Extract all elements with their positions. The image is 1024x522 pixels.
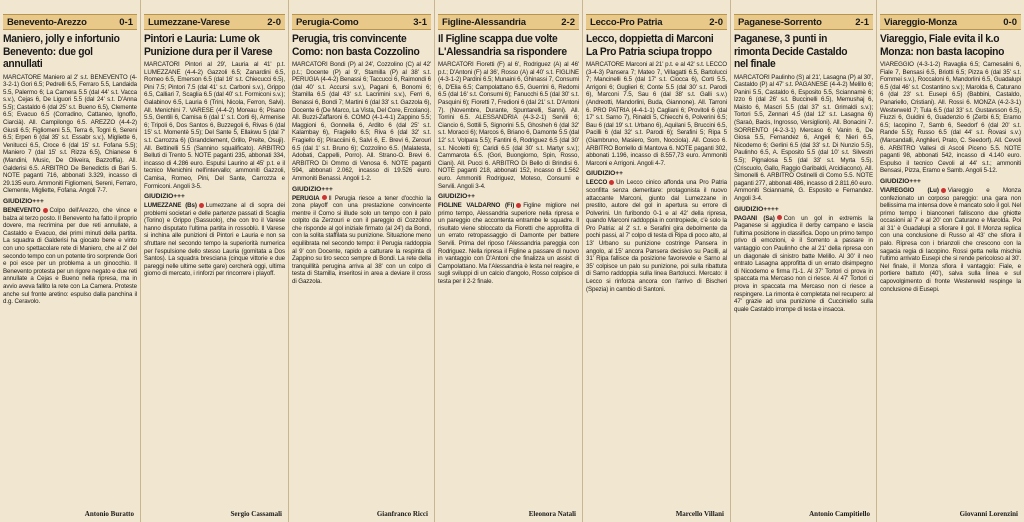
story-text: Lumezzane al di sopra dei problemi societari e delle partenze passati di Scaglia (Torino) e Grippo (Sassuolo), che con tro il Varese hanno disputato l'ultima partita in rossoblù. Il Varese si inchina alle punizioni di Pintori e Lauria e non sa sfruttare nel secondo tempo la superiorità numerica per l'espulsione dello stesso Lauria (gomitata a Dos Santos). La squadra bresciana (cinque vittorie e due pareggi nelle ultime sette gare) cercherà oggi, ultima giorno di mercato, i rinforzi per rincorrere i playoff.	[144, 202, 285, 278]
match-story	[3, 207, 137, 306]
match-tabellino: MARCATORE Marconi al 21' p.t. e al 42' s.t. LECCO (3-4-3) Pansera 7; Mateo 7, Villagatti 6.5, Bartolucci 7; Mancinelli 6.5 (dal 17' s.t. Ciocca 6), Corti 5.5, Arrigoni 6; Guglieri 6; Conte 5.5 (dal 30' s.t. Parodi 6), Marconi 7.5, Sau 6 (dal 38' s.t. Galli s.v.) (Andreotti, Mandorlini, Buda, Giannone). All. Tarroni 6. PRO PATRIA (4-4-1-1) Cagliani 6; Provitoli 6 (dal 17' s.t. Sarno 7), Rinaldi 5, Chiecchi 6, Polverini 6.5; Bau 6 (dal 19' s.t. Urbano 6), Aquilani 5, Bruccini 6.5, Pacilli 6 (dal 32' s.t. Parodi 6); Serafini 5; Ripa 5 (Giambruno, Masiero, Som, Nocciola). All. Cosco 6. ARBITRO Borriello di Mantova 6. NOTE paganti 302, abbonati 1.196, incasso di 8.557,73 euro. Ammoniti Marconi e Arrigoni. Angoli 4-7.	[586, 61, 727, 167]
match-story	[880, 187, 1021, 293]
match-teams: Lumezzane-Varese	[148, 16, 230, 28]
story-text: Viareggio e Monza confezionato un corposo pareggio: una gara non bellissima ma intensa dove è mancato solo il gol. Nel primo tempo i bianconeri falliscono due ghiotte occasioni al 7' e al 20' con Caturano e Marolda. Poi al 31' è Guadalupi a sfiorare il gol. Il Monza replica con una conclusione di Russo al 43' che sfiora il palo. Ripresa con i brianzoli che crescono con la sagacia regia di Iacopino. Rossi getta nella mischia l'ultimo arrivato Eusepi che si rende pericoloso al 30'. Nel finale, il Monza sfiora il vantaggio: Fiale, e portiere battuto (40'), salva sulla linea e sul capovolgimento di fronte Westerweld respinge la conclusione di Eusepi.	[880, 186, 1021, 293]
match-score: 2-0	[709, 16, 723, 28]
match-tabellino: MARCATORE Maniero al 2' s.t. BENEVENTO (4-3-2-1) Gori 6.5; Pedrelli 6.5, Ferraro 5.5, Landaida 5.5, Palermo 6; La Camera 5.5 (dal 44' s.t. Vacca s.v.), Cejas 6, De Liguori 5.5 (dal 24' s.t. D'Anna 5.5); Castaldo 6 (dal 25' s.t. Bueno 6.5), Clemente 6.5; Evacuo 6.5 (Corradino, Cattaneo, Ignoffo, Ciarcià). All. Campilongo 6.5. AREZZO (4-4-2) Giusti 6.5; Figliomeni 5.5, Terra 6, Togni 6, Sereni 6.5; Erpen 6 (dal 35' s.t. Essabr s.v.), Migliette 6, Venitucci 6.5, Croce 6 (dal 15' s.t. Fofana 5.5); Maniero 7 (dal 15' s.t. Rizza 6.5), Chianese 6 (Mandini, Music, De Oliveira, Bazzoffia). All. Galderisi 6.5. ARBITRO De Benedictis di Bari 5. NOTE paganti 716, abbonati 3.329, incasso di 29.135 euro. Ammoniti Figliomeni, Sereni, Ferraro, Clemente, Migliette, Fofana. Angoli 7-7.	[3, 73, 137, 195]
match-headline: Lecco, doppietta di Marconi La Pro Patria sciupa troppo	[586, 33, 714, 58]
match-column-4	[434, 0, 582, 522]
story-city: FIGLINE VALDARNO (Fi)	[438, 202, 515, 210]
match-author: Giovanni Lorenzini	[959, 510, 1018, 518]
story-text: Figline migliore nel primo tempo, Alessandria superiore nella ripresa e un pareggio che accontenta entrambe le squadre. Il risultato viene sbloccato da Fioretti che approfitta di un errato retropassaggio di Damonte per battere Servili. Prima del riposo l'Alessandria pareggia con Rodriguez. Nella ripresa il Figline a passare di nuovo in vantaggio con D'Antoni che finalizza un assist di Campolattano. Ma l'Alessandria è lesta nel reagire, e sugli sviluppi di un calcio d'angolo, Rosso colpisce di testa per il 2-2 finale.	[438, 202, 579, 286]
match-score: 2-1	[855, 16, 869, 28]
match-giudizio: GIUDIZIO++	[438, 193, 476, 201]
story-city: VIAREGGIO (Lu)	[880, 186, 939, 194]
story-text: Con un gol in extremis la Paganese si aggiudica il derby campano e lascia l'ultima posizione in classifica. Dopo un primo tempo privo di emozioni, è il Sorrento a passare in vantaggio con Paulinho che al 21' della ripresa con un diagonale di sinistro batte Melillo. Al 30' il neo entrato Lasagna approfitta di un errato disimpegno di Nicodemo e firma l'1-1. Al 37' Tortori ci prova in spaccata ma Mercaso non ci riesce. Al 47' Tortori ci prova in spaccata ma Mercaso non ci riesce a respingere. La rimonta è completata nel recupero: al 47' grazie ad una punizione di Cucciniello sulla quale Castaldo irrompe di testa e insacca.	[734, 214, 873, 313]
match-author: Sergio Cassamali	[230, 510, 282, 518]
match-column-3	[288, 0, 434, 522]
match-header	[144, 14, 285, 30]
match-headline: Il Figline scappa due volte L'Alessandria sa rispondere	[438, 33, 567, 58]
match-story	[586, 179, 727, 293]
match-header	[292, 14, 431, 30]
match-author: Marcello Villani	[675, 510, 724, 518]
match-tabellino: MARCATORI Paulinho (S) al 21', Lasagna (P) al 30', Castaldo (P) al 47' s.t. PAGANESE (4-4-2) Melillo 6; Panini 5.5, Castaldo 6, Esposito 5.5, Sciannamè 6; Izzo 6 (dal 26' s.t. Buccinelli 6.5), Memushaj 6, Maisto 6, Mascri 5.5 (dal 37' s.t. Grimaldi s.v.); Tortori 5.5, Zennari 4.5 (dal 12' s.t. Lasagna 6) (Saraò, Bacis, Ingrosso, Versiglioni). All. Bonacini 7. SORRENTO (4-2-3-1) Mercaso 6; Vanin 6, De Giosa 5.5, Fernandez 6, Angeli 6; Nieri 6.5, Nicodemo 6; Gerlini 6.5 (dal 33' s.t. Di Nunzio 5.5), Paulinho 6.5, A. Esposito 5.5 (dal 10' s.t. Silvestri 5.5); Pignalosa 5.5 (dal 33' s.t. Myrta 5.5). (Criscuolo, Gallo, Raggio Garibaldi, Arcidiacono). All. Simonelli 6. ARBITRO Ostinelli di Como 5.5. NOTE paganti 277, abbonati 486, incasso di 2.811,60 euro. Ammoniti Sciannamè, G. Esposito e Fernandez. Angoli 3-4.	[734, 73, 873, 202]
match-headline: Paganese, 3 punti in rimonta Decide Castaldo nel finale	[734, 33, 848, 70]
match-column-5	[582, 0, 730, 522]
story-city: PAGANI (Sa)	[734, 214, 775, 222]
match-tabellino: MARCATORI Pintori al 29', Lauria al 41' p.t. LUMEZZANE (4-4-2) Gazzoli 6.5; Zanardini 6.5, Romeo 6.5, Emerson 6.5 (dal 16' s.t. Chiecucci 6.5), Pini 7.5; Pintori 7.5 (dal 41' s.t. Carboni s.v.), Grippo 6.5, Calliari 7, Scaglia 6.5 (dal 40' s.t. Formiconi s.v.); Galabinov 6.5, Lauria 6 (Trini, Nicola, Ferron, Salvi). All. Menichini 7. VARESE (4-4-2) Moreau 6; Pisano 5.5, Gentili 6, Camisa 6 (dal 1' s.t. Corti 6), Armenise 6; Tripoli 6, Dos Santos 6, Buzzegoli 6, Rivas 6 (dal 15' s.t. Momentè 5.5); Del Sante 5, Ellakwu 5 (dal 7' s.t. Carrozza 6) (Grandclement, Grillo, Preite, Osuji). All. Bettinelli 5.5 (Sannino squalificato). ARBITRO Belluti di Trento 5. NOTE paganti 235, abbonati 334, incasso di 4.286 euro. Espulsi Laurino al 45' p.t. e il tecnico Menichini nell'intervallo; ammoniti Gazzoli, Camisa, Romeo, Pini, Del Sante, Carrozza e Formiconi. Angoli 3-5.	[144, 61, 285, 190]
bullet-icon	[516, 203, 521, 208]
match-giudizio: GIUDIZIO++	[586, 170, 624, 178]
match-column-2	[140, 0, 288, 522]
story-text: Un Lecco cinico affonda una Pro Patria sconfitta senza demeritare: protagonista il nuovo attaccante Marconi, giunto dal Lumezzane in prestito, autore del gol in apertura su errore di Polverini. Un furibondo 0-1 e al 42' della ripresa, quando Marconi raddoppia in contropiede, c'è solo la Pro Patria: al 2' s.t. e Serafini gira debolmente da pochi passi, al 7' colpo di testa di Ripa di poco alto, al 13' Urbano su punizione costringe Pansera in angolo, al 15' ancora Pansera decisivo su Pacilli, al 31' Ripa fallisce da posizione favorevole e Sarno al 35' colpisce un palo su punizione, poi sulla ribattuta di Sarno raddoppia sulla linea Bartolucci. Mercato: il Lecco si rinforza ancora con l'arrivo di Bischeri (Spezia) in cambio di Santoni.	[586, 179, 727, 293]
match-teams: Viareggio-Monza	[884, 16, 957, 28]
match-teams: Figline-Alessandria	[442, 16, 526, 28]
match-giudizio: GIUDIZIO+++	[880, 177, 921, 185]
match-giudizio: GIUDIZIO+++	[144, 193, 185, 201]
match-column-7	[876, 0, 1024, 522]
match-score: 0-0	[1003, 16, 1017, 28]
match-teams: Lecco-Pro Patria	[590, 16, 663, 28]
match-tabellino: VIAREGGIO (4-3-1-2) Ravaglia 6.5; Carnesalini 6, Fiale 7, Bensasi 6.5, Briotti 6.5; Pizza 6 (dal 35' s.t. Fommei s.v.), Roccaloni 6, Mandorlini 6.5, Guadalupi 6.5 (dal 46' s.t. Costantino s.v.); Marolda 6, Caturano 6 (dal 23' s.t. Eusepi 6.5) (Babbini, Castaldo, Panariello, Cristiani). All. Rossi 6. MONZA (4-2-3-1) Westerweld 7; Tula 6.5 (dal 33' s.t. Gustavsson 6.5), Fiuzzi 6, Guidini 6, Guadenzio 6 (Zerbi 6.5; Eramo 6.5; Iacopino 7, Samb 6, Seedorf 6 (dal 20' s.t. Rande 5.5); Russo 6.5 (dal 44' s.t. Rovasi s.v.) (Marcandalli, Anghileri, Prato, C. Seedorf). All. Cevoli 6. ARBITRO Vallesi di Ascoli Piceno 5.5. NOTE paganti 98, abbonati 542, incasso di 4.140 euro. Espulso il tecnico Cevoli al 44' s.t.; ammoniti Bensasi, Pizza, Eramo e Samb. Angoli 5-12.	[880, 61, 1021, 175]
story-text: Il Perugia riesce a tener d'occhio la zona playoff con una prestazione convincente mentre il Como si illude solo un tempo con il palo colpito da Zerzouri e con il pareggio di Cozzolino che risponde al gol iniziale firmato (al 24') da Bondi, con la solita staffilata su punizione. Situazione meno equilibrata nel secondo tempo: il Perugia raddoppia al 9' con Docente, rapido a catturare la respinta di Zappino su tiro secco sempre di Bondi. La rete della tranquillità perugina arriva al 38' con un colpo di testa di Stamilla, inseritosi in area a deviare il cross di Gazzola.	[292, 194, 431, 286]
match-story	[438, 202, 579, 286]
match-tabellino: MARCATORI Bondi (P) al 24', Cozzolino (C) al 42' p.t.; Docente (P) al 9', Stamilla (P) al 38' s.t. PERUGIA (4-4-2) Benassi 6; Taccucci 6, Raimondi 6 (dal 40' s.t. Accursi s.v.), Pagani 6, Bonomi 6; Stamilla 6.5 (dal 43' s.t. Lacrimini s.v.), Ferri 6, Benassi 6, Bondi 7; Martini 6 (dal 33' s.t. Gazzola 6), Docente 6 (De Marco, La Vista, Del Core, Ercolano). All. Buzzi-Zaffaroni 6. COMO (4-1-4-1) Zappino 5.5; Maggioni 6, Gonnella 6, Ardito 6 (dal 25' s.t. Kalambay 6), Fragiello 6.5; Riva 6 (dal 32' s.t. Fragiello 6); Piracciini 6, Salvi 6, E. Brevi 6, Zerouri 6.5 (dal 1' s.t. Bruno 6); Cozzolino 6.5. (Malatesta, Adobati, Cappelli, Porro). All. Strano-O. Brevi 6. ARBITRO Di Ommo di Venosa 6. NOTE paganti 594, abbonati 2.062, incasso di 19.526 euro. Ammoniti Benassi. Angoli 1-2.	[292, 61, 431, 182]
match-header	[3, 14, 137, 30]
match-giudizio: GIUDIZIO+++	[3, 198, 44, 205]
match-giudizio: GIUDIZIO+++	[292, 185, 333, 193]
match-author: Antonio Campitiello	[809, 510, 870, 518]
match-header	[880, 14, 1021, 30]
match-headline: Viareggio, Fiale evita il k.o Monza: non basta Iacopino	[880, 33, 1005, 58]
story-city: BENEVENTO	[3, 207, 41, 214]
match-header	[734, 14, 873, 30]
match-author: Antonio Buratto	[84, 510, 134, 518]
match-story	[144, 202, 285, 278]
match-story	[292, 195, 431, 286]
story-city: LECCO	[586, 179, 608, 187]
match-headline: Maniero, jolly e infortunio Benevento: due gol annullati	[3, 33, 120, 70]
bullet-icon	[199, 203, 204, 208]
match-author: Eleonora Natali	[528, 510, 576, 518]
match-score: 3-1	[413, 16, 427, 28]
match-teams: Paganese-Sorrento	[738, 16, 822, 28]
match-column-1	[0, 0, 140, 522]
match-tabellino: MARCATORI Fioretti (F) al 6', Rodriguez (A) al 46' p.t.; D'Antoni (F) al 36', Rosso (A) al 40' s.t. FIGLINE (4-3-1-2) Pardini 6.5; Munaini 6, Ghinassi 7, Consumi 6, D'Elia 6.5; Campolattano 6.5, Guerrini 6, Redomi 6.5 (dal 16' s.t. Consumi 6); Fanucchi 6.5 (dal 30' s.t. Pasquini 6); Fioretti 7, Fredioni 6 (dal 21' s.t. D'Antoni 7). (Novembre, Durante, Spuntarelli, Sanni). All. Torrini 6.5. ALESSANDRIA (4-3-2-1) Servili 6; Ciancio 6, Sottili 5, Signorini 5.5, Ghosheh 6 (dal 32' s.t. Moracci 6); Marcos 6, Briano 6, Damonte 5.5 (dal 12' s.t. Volpara 5.5); Fantini 6, Rodriguez 6.5 (dal 30' s.t. Nicoletti 6); Caridi 6.5 (dal 30' s.t. Martyr s.v.); Cammarota 6.5. (Gori, Buongiorno, Spin, Rosso, Ciani). All. Pucci 6. ARBITRO Di Bello di Brindisi 6. NOTE paganti 218, abbonati 152, incasso di 1.562 euro. Ammoniti Rodriguez, Moteso, Consumi e Servili. Angoli 3-4.	[438, 61, 579, 190]
bullet-icon	[322, 195, 327, 200]
match-headline: Perugia, tris convincente Como: non basta Cozzolino	[292, 33, 420, 58]
match-headline: Pintori e Lauria: Lume ok Punizione dura per il Varese	[144, 33, 273, 58]
match-header	[438, 14, 579, 30]
bullet-icon	[609, 180, 614, 185]
match-giudizio: GIUDIZIO++++	[734, 205, 779, 213]
story-city: LUMEZZANE (Bs)	[144, 202, 197, 210]
match-header	[586, 14, 727, 30]
bullet-icon	[777, 215, 782, 220]
match-author: Gianfranco Ricci	[376, 510, 428, 518]
bullet-icon	[941, 188, 946, 193]
story-text: Colpo dell'Arezzo, che vince e balza al terzo posto. Il Benevento ha fatto il proprio dovere, ma recrimina per due reti annullate, a Castaldo e Evacuo, dei primi minuti della partita. La squadra di Galderisi ha giocato bene e vinto con uno spettacolare rete di Maniero, che al 2' del secondo tempo con un potente tiro sorprende Gori e poi esce per un problema a un ginocchio. Il Benevento protesta per un rigore negato e due reti annullate a Cejas e Bueno nella ripresa, ma in avvio aveva fallito la rete con La Camera. Proteste anche sul fronte aretino: espulso dalla panchina il d.g. Ceravolo.	[3, 207, 137, 306]
match-teams: Benevento-Arezzo	[7, 16, 87, 28]
match-score: 2-0	[267, 16, 281, 28]
match-score: 2-2	[561, 16, 575, 28]
story-city: PERUGIA	[292, 194, 320, 202]
match-column-6	[730, 0, 876, 522]
match-teams: Perugia-Como	[296, 16, 359, 28]
match-story	[734, 215, 873, 314]
match-score: 0-1	[119, 16, 133, 28]
bullet-icon	[43, 208, 48, 213]
